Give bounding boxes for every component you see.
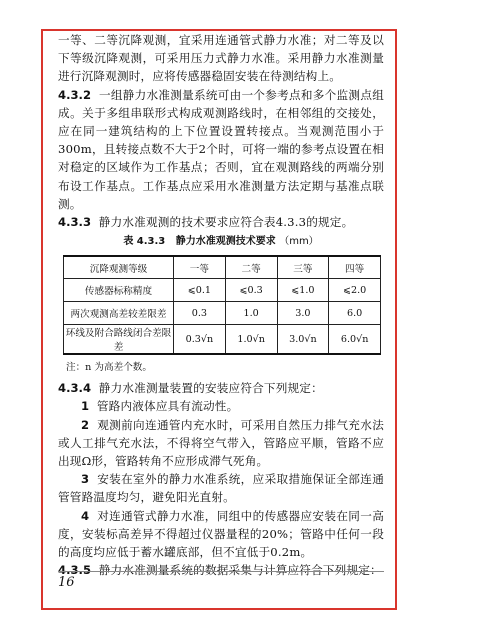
header-cell: 沉降观测等级: [64, 256, 174, 279]
clause-number: 4.3.2: [58, 87, 92, 102]
header-cell: 三等: [277, 256, 329, 279]
technical-requirements-table: [63, 255, 381, 355]
clause-number: 4.3.5: [58, 563, 92, 578]
table-cell: ⩽1.0: [277, 279, 329, 302]
document-page: [58, 31, 384, 579]
footer-rule: [58, 571, 384, 572]
table-row: [64, 325, 381, 355]
table-cell: 环线及附合路线闭合差限差: [64, 325, 174, 355]
list-item: [58, 397, 384, 415]
table-caption-title: 静力水准观测技术要求: [175, 236, 276, 248]
item-number: 2: [81, 417, 90, 432]
header-cell: 四等: [329, 256, 381, 279]
table-cell: 0.3: [174, 302, 226, 325]
table-cell: ⩽0.1: [174, 279, 226, 302]
clause-number: 4.3.4: [58, 381, 92, 396]
clause-text: 静力水准测量系统的数据采集与计算应符合下列规定：: [98, 563, 382, 578]
table-cell: 6.0: [329, 302, 381, 325]
clause-4-3-2: [58, 86, 384, 213]
item-text: 安装在室外的静力水准系统，应采取措施保证全部连通管管路温度均匀，避免阳光直射。: [58, 472, 384, 505]
table-caption: [58, 235, 384, 249]
header-cell: 一等: [174, 256, 226, 279]
table-cell: ⩽0.3: [225, 279, 277, 302]
clause-text: 一组静力水准测量系统可由一个参考点和多个监测点组成。关于多组串联形式构成观测路线时，在相邻组的交接处，应在同一建筑结构的上下位置设置转接点。当观测范围小于300m，且转接点数不大于2个时，可将一端的参考点设置在相对稳定的区域作为工作基点；否则，宜在观测路线的两端分别布设工作基点。工作基点应采用水准测量方法定期与基准点联测。: [58, 87, 384, 211]
list-item: [58, 470, 384, 506]
table-cell: 3.0: [277, 302, 329, 325]
table-cell: ⩽2.0: [329, 279, 381, 302]
table-row: [64, 302, 381, 325]
table-cell: 3.0√n: [277, 325, 329, 355]
item-number: 4: [81, 508, 90, 523]
table-cell: 1.0√n: [225, 325, 277, 355]
table-caption-unit: （mm）: [279, 236, 319, 248]
table-note: 注：n 为高差个数。: [66, 362, 152, 374]
clause-text: 静力水准观测的技术要求应符合表4.3.3的规定。: [98, 215, 354, 230]
table-row: [64, 279, 381, 302]
table-header-row: [64, 256, 381, 279]
clause-text: 静力水准测量装置的安装应符合下列规定：: [98, 381, 323, 396]
table-cell: 6.0√n: [329, 325, 381, 355]
item-number: 1: [81, 399, 90, 414]
item-text: 管路内液体应具有流动性。: [96, 399, 239, 414]
item-number: 3: [81, 472, 90, 487]
table-cell: 0.3√n: [174, 325, 226, 355]
table-cell: 两次观测高差较差限差: [64, 302, 174, 325]
header-cell: 二等: [225, 256, 277, 279]
clause-4-3-3: [58, 213, 384, 231]
table-caption-number: 表 4.3.3: [123, 236, 166, 248]
list-item: [58, 507, 384, 562]
table-cell: 1.0: [225, 302, 277, 325]
list-item: [58, 416, 384, 471]
paragraph: 一等、二等沉降观测，宜采用连通管式静力水准；对二等及以下等级沉降观测，可采用压力式静力水准。采用静力水准测量进行沉降观测时，应将传感器稳固安装在待测结构上。: [58, 33, 384, 84]
item-text: 观测前向连通管内充水时，可采用自然压力排气充水法或人工排气充水法，不得将空气带入，管路应平顺，管路不应出现Ω形，管路转角不应形成滞气死角。: [58, 417, 384, 469]
item-text: 对连通管式静力水准，同组中的传感器应安装在同一高度，安装标高差异不得超过仪器量程的20%；管路中任何一段的高度均应低于蓄水罐底部，但不宜低于0.2m。: [58, 508, 384, 560]
table-cell: 传感器标称精度: [64, 279, 174, 302]
clause-number: 4.3.3: [58, 215, 92, 230]
page-number: 16: [58, 575, 75, 590]
clause-4-3-4: [58, 379, 384, 397]
